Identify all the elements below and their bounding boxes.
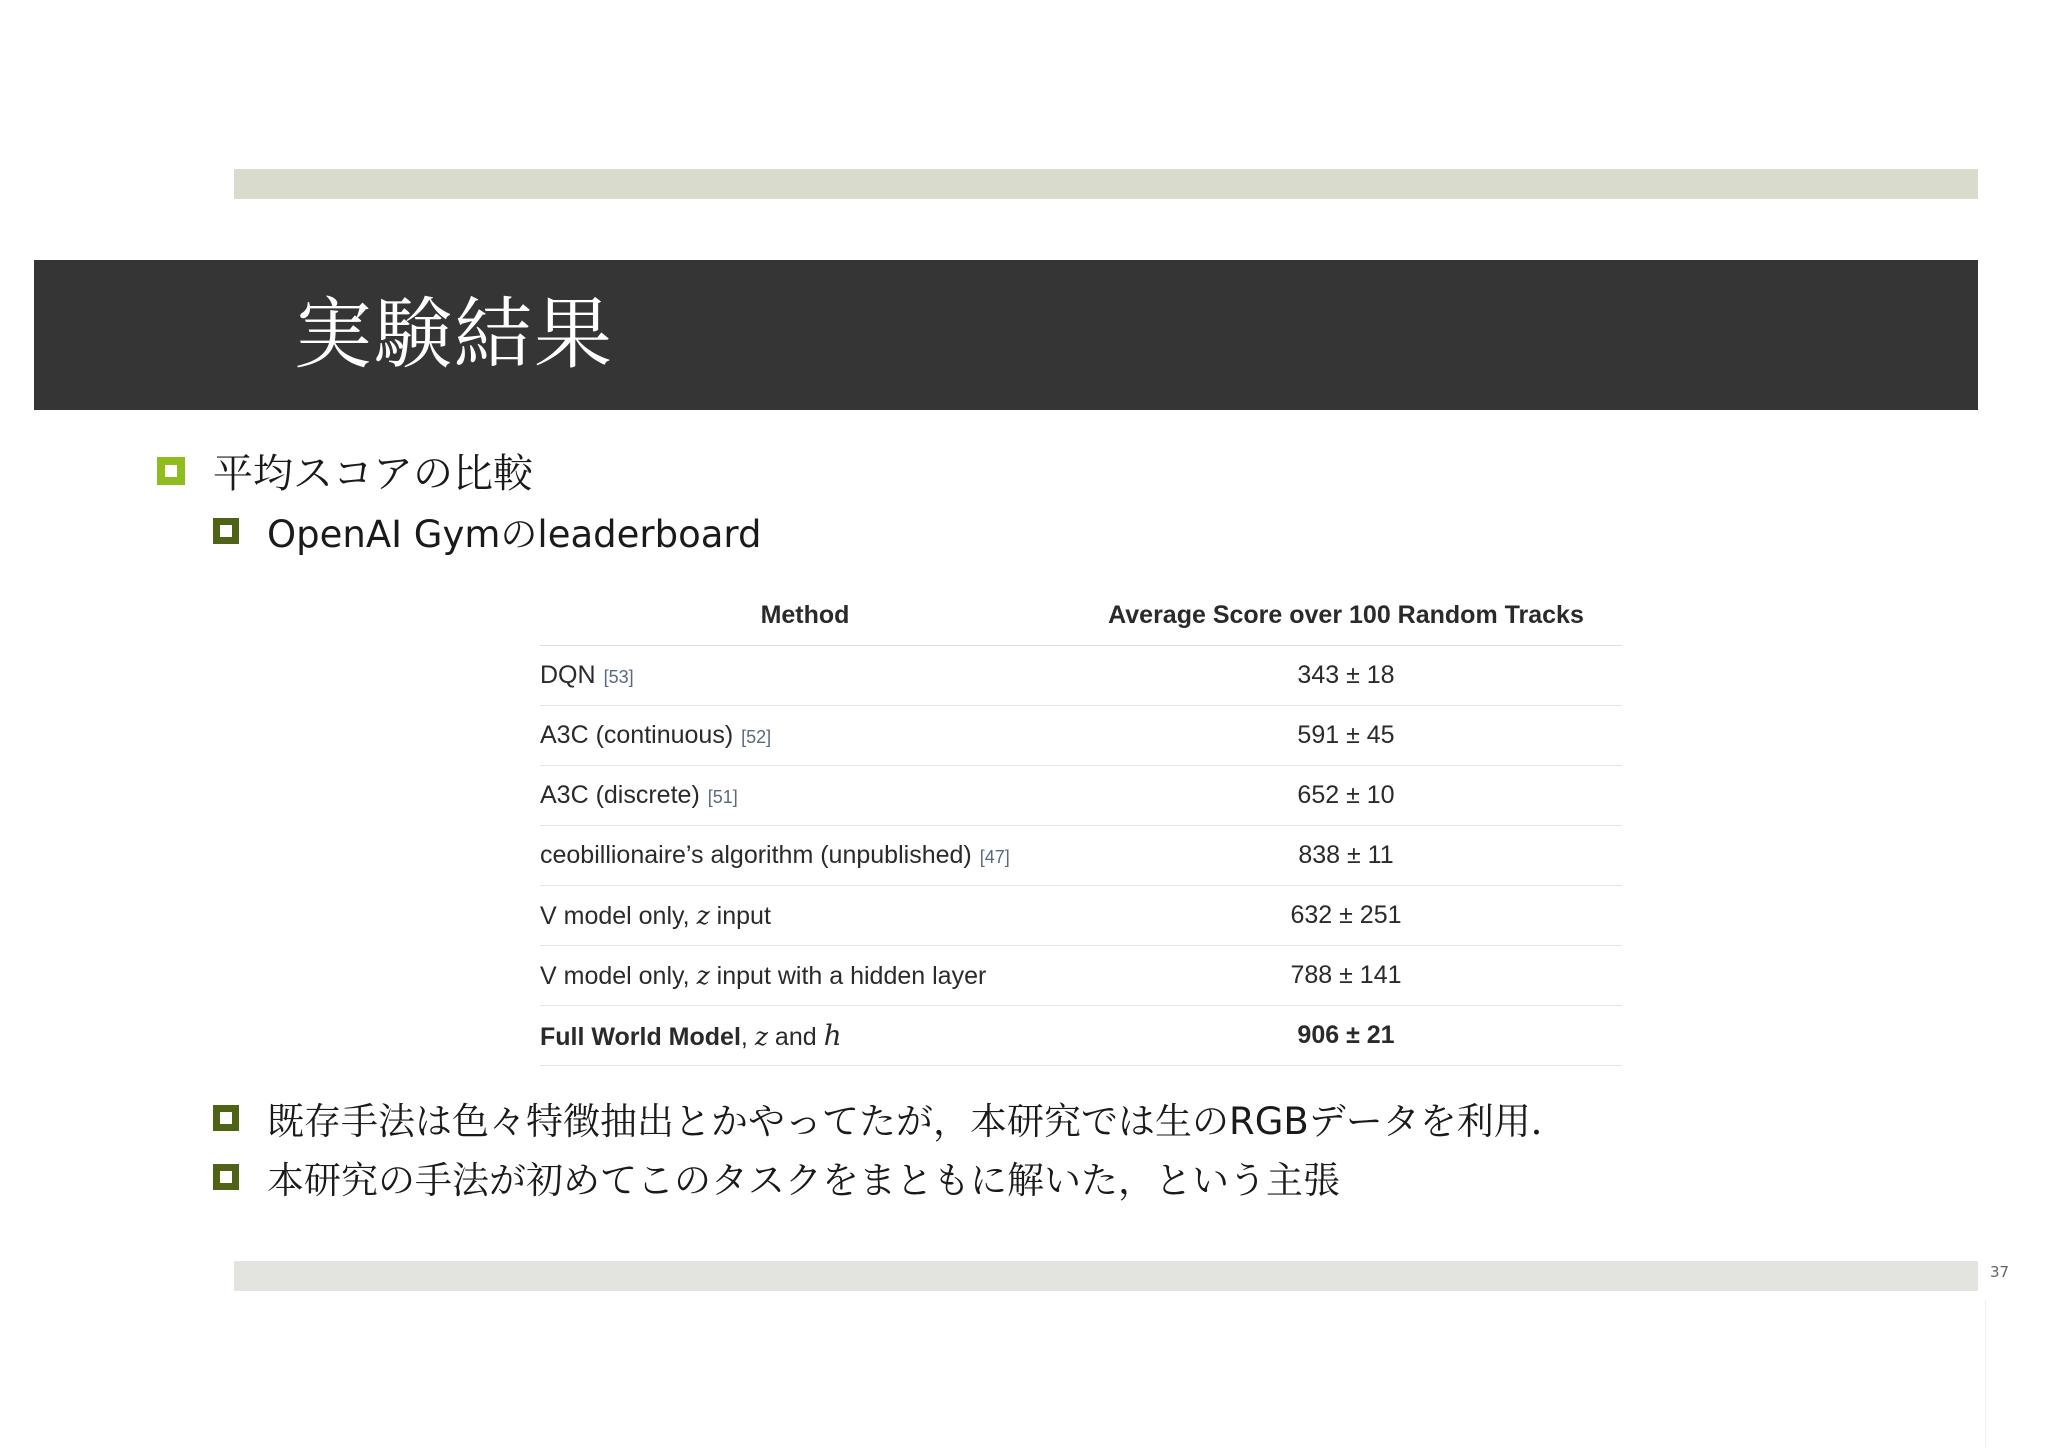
square-bullet-icon [213,518,239,544]
method-cell [540,1006,1070,1066]
citation-ref: [51] [707,787,738,807]
page-number: 37 [1990,1263,2010,1281]
method-text: and [767,1023,824,1051]
method-cell [540,766,1070,826]
method-cell [540,886,1070,946]
score-cell: 906 ± 21 [1070,1006,1622,1066]
score-cell: 591 ± 45 [1070,706,1622,766]
table-header-row [540,585,1622,646]
citation-ref: [47] [979,847,1010,867]
slide-title: 実験結果 [294,290,615,380]
method-cell [540,826,1070,886]
table-row [540,826,1622,886]
method-text: , [740,1023,755,1051]
table-row [540,766,1622,826]
title-band [34,260,1978,410]
table-row [540,886,1622,946]
method-text: V model only, [540,901,697,930]
math-variable: z [696,960,710,990]
score-cell: 632 ± 251 [1070,886,1622,946]
bullet-level2-note-rgb [213,1091,1568,1145]
citation-ref: [53] [603,667,634,687]
bullet-level2-note-claim [213,1150,1340,1204]
bottom-decorative-bar [234,1261,1978,1291]
score-cell: 652 ± 10 [1070,766,1622,826]
leaderboard-table [540,585,1622,1066]
square-bullet-icon [157,457,185,485]
math-variable: z [696,900,710,930]
column-header-method: Method [540,585,1070,646]
method-name: ceobillionaire’s algorithm (unpublished) [540,841,972,869]
math-variable: z [754,1022,768,1051]
bullet-level1-score-comparison [157,442,533,499]
table-row [540,946,1622,1006]
method-cell [540,706,1070,766]
table-row [540,646,1622,706]
divider [1985,1300,1986,1448]
method-name: A3C (discrete) [540,781,700,809]
math-variable: h [823,1019,842,1052]
score-cell: 343 ± 18 [1070,646,1622,706]
square-bullet-icon [213,1105,239,1131]
square-bullet-icon [213,1164,239,1190]
bullet-text: 平均スコアの比較 [213,451,533,497]
bullet-text: OpenAI Gymのleaderboard [267,513,762,556]
method-text: input [709,901,771,930]
method-text: input with a hidden layer [709,961,987,990]
bullet-level2-leaderboard [213,504,761,558]
top-decorative-bar [234,169,1978,199]
table-row [540,706,1622,766]
method-text-bold: Full World Model [540,1023,741,1051]
method-cell [540,646,1070,706]
bullet-text: 既存手法は色々特徴抽出とかやってたが，本研究では生のRGBデータを利用． [267,1100,1568,1143]
table-row [540,1006,1622,1066]
method-text: V model only, [540,961,697,990]
score-cell: 838 ± 11 [1070,826,1622,886]
method-name: DQN [540,661,596,689]
method-cell [540,946,1070,1006]
citation-ref: [52] [741,727,772,747]
score-cell: 788 ± 141 [1070,946,1622,1006]
column-header-score: Average Score over 100 Random Tracks [1070,585,1622,646]
bullet-text: 本研究の手法が初めてこのタスクをまともに解いた，という主張 [267,1159,1340,1202]
method-name: A3C (continuous) [540,721,734,749]
